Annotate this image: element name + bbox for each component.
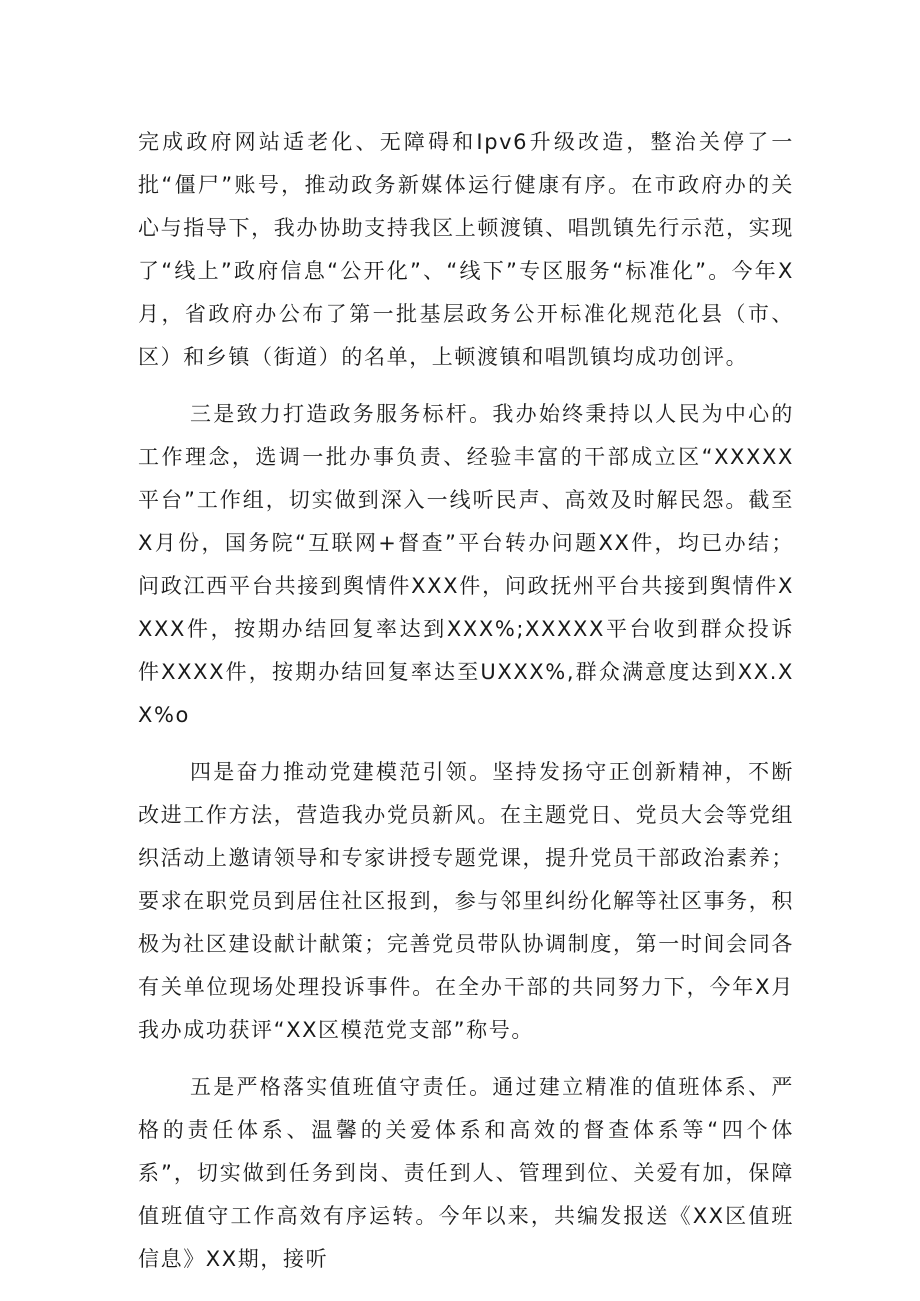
paragraph-party-building: 四是奋力推动党建模范引领。坚持发扬守正创新精神，不断改进工作方法，营造我办党员新风。在主题党日、党员大会等党组织活动上邀请领导和专家讲授专题党课，提升党员干部政治素养；要求在职党员到居住社区报到，参与邻里纠纷化解等社区事务，积极为社区建设献计献策；完善党员带队协调制度，第一时间会同各有关单位现场处理投诉事件。在全办干部的共同努力下，今年X月我办成功获评“XX区模范党支部”称号。	[138, 760, 794, 1042]
document-body	[138, 121, 794, 1295]
paragraph-continuation: 完成政府网站适老化、无障碍和Ipv6升级改造，整治关停了一批“僵尸”账号，推动政务新媒体运行健康有序。在市政府办的关心与指导下，我办协助支持我区上顿渡镇、唱凯镇先行示范，实现了“线上”政府信息“公开化”、“线下”专区服务“标准化”。今年X月，省政府办公布了第一批基层政务公开标准化规范化县（市、区）和乡镇（街道）的名单，上顿渡镇和唱凯镇均成功创评。	[138, 130, 794, 369]
paragraph-government-service: 三是致力打造政务服务标杆。我办始终秉持以人民为中心的工作理念，选调一批办事负责、经验丰富的干部成立区“XXXXX平台”工作组，切实做到深入一线听民声、高效及时解民怨。截至X月份，国务院“互联网+督查”平台转办问题XX件，均已办结；问政江西平台共接到舆情件XXX件，问政抚州平台共接到舆情件XXXX件，按期办结回复率达到XXX%;XXXXX平台收到群众投诉件XXXX件，按期办结回复率达至UXXX%,群众满意度达到XX.XX%o	[138, 402, 794, 727]
paragraph-duty-responsibility: 五是严格落实值班值守责任。通过建立精准的值班体系、严格的责任体系、温馨的关爱体系和高效的督查体系等“四个体系”，切实做到任务到岗、责任到人、管理到位、关爱有加，保障值班值守工作高效有序运转。今年以来，共编发报送《XX区值班信息》XX期，接听	[138, 1075, 794, 1271]
